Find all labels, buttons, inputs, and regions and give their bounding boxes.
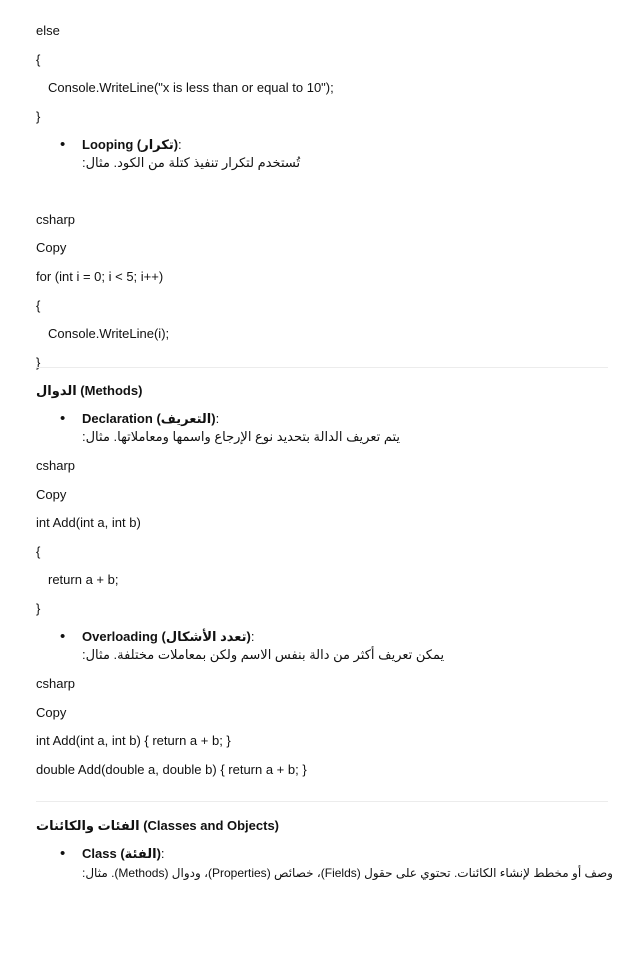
bullet-description: يتم تعريف الدالة بتحديد نوع الإرجاع واسمها ومعاملاتها. مثال:: [82, 429, 401, 444]
bullet-colon: :: [178, 137, 182, 152]
bullet-description: تُستخدم لتكرار تنفيذ كتلة من الكود. مثال:: [82, 155, 301, 170]
bullet-title-class: [82, 846, 165, 862]
section-divider: [36, 801, 608, 802]
heading-en: (Methods): [80, 383, 143, 398]
code-line: Console.WriteLine(i);: [48, 326, 170, 341]
heading-ar: الفئات والكائنات: [36, 818, 140, 833]
code-line: else: [36, 23, 60, 38]
code-line: for (int i = 0; i < 5; i++): [36, 269, 164, 284]
section-divider: [36, 367, 608, 368]
bullet-title-ar: (تعدد الأشكال): [161, 629, 251, 644]
code-line: }: [36, 109, 41, 124]
code-line: return a + b;: [48, 572, 119, 587]
bullet-title-en: Class: [82, 846, 117, 861]
bullet-colon: :: [215, 411, 220, 426]
bullet-title-en: Declaration: [82, 411, 153, 426]
section-heading-classes: [36, 818, 279, 834]
copy-label: Copy: [36, 705, 67, 720]
code-line: {: [36, 544, 41, 559]
heading-en: (Classes and Objects): [143, 818, 280, 833]
copy-label: Copy: [36, 240, 67, 255]
bullet-title-ar: (الفئة): [120, 846, 161, 861]
bullet-icon: •: [60, 410, 66, 427]
bullet-colon: :: [250, 629, 255, 644]
code-line: double Add(double a, double b) { return a + b; }: [36, 762, 307, 777]
code-lang-label: csharp: [36, 458, 76, 473]
bullet-description: يمكن تعريف أكثر من دالة بنفس الاسم ولكن بمعاملات مختلفة. مثال:: [82, 647, 445, 662]
bullet-icon: •: [60, 136, 66, 153]
heading-ar: الدوال: [36, 383, 77, 398]
code-lang-label: csharp: [36, 676, 76, 691]
code-line: {: [36, 52, 41, 67]
bullet-icon: •: [60, 628, 66, 645]
bullet-title-ar: (تكرار): [136, 137, 179, 152]
copy-label: Copy: [36, 487, 67, 502]
bullet-description: وصف أو مخطط لإنشاء الكائنات. تحتوي على حقول (Fields)، خصائص (Properties)، ودوال (Methods). مثال:: [82, 866, 613, 880]
bullet-icon: •: [60, 845, 66, 862]
bullet-title-looping: [82, 137, 182, 153]
code-line: Console.WriteLine("x is less than or equal to 10");: [48, 80, 334, 95]
bullet-title-declaration: [82, 411, 219, 427]
bullet-title-en: Looping: [82, 137, 134, 152]
code-line: }: [36, 601, 41, 616]
bullet-colon: :: [160, 846, 165, 861]
code-line: int Add(int a, int b): [36, 515, 141, 530]
bullet-title-ar: (التعريف): [156, 411, 216, 426]
section-heading-methods: [36, 383, 142, 399]
code-line: int Add(int a, int b) { return a + b; }: [36, 733, 231, 748]
bullet-title-en: Overloading: [82, 629, 158, 644]
code-line: {: [36, 298, 41, 313]
bullet-title-overloading: [82, 629, 254, 645]
code-lang-label: csharp: [36, 212, 76, 227]
code-line: }: [36, 355, 41, 370]
